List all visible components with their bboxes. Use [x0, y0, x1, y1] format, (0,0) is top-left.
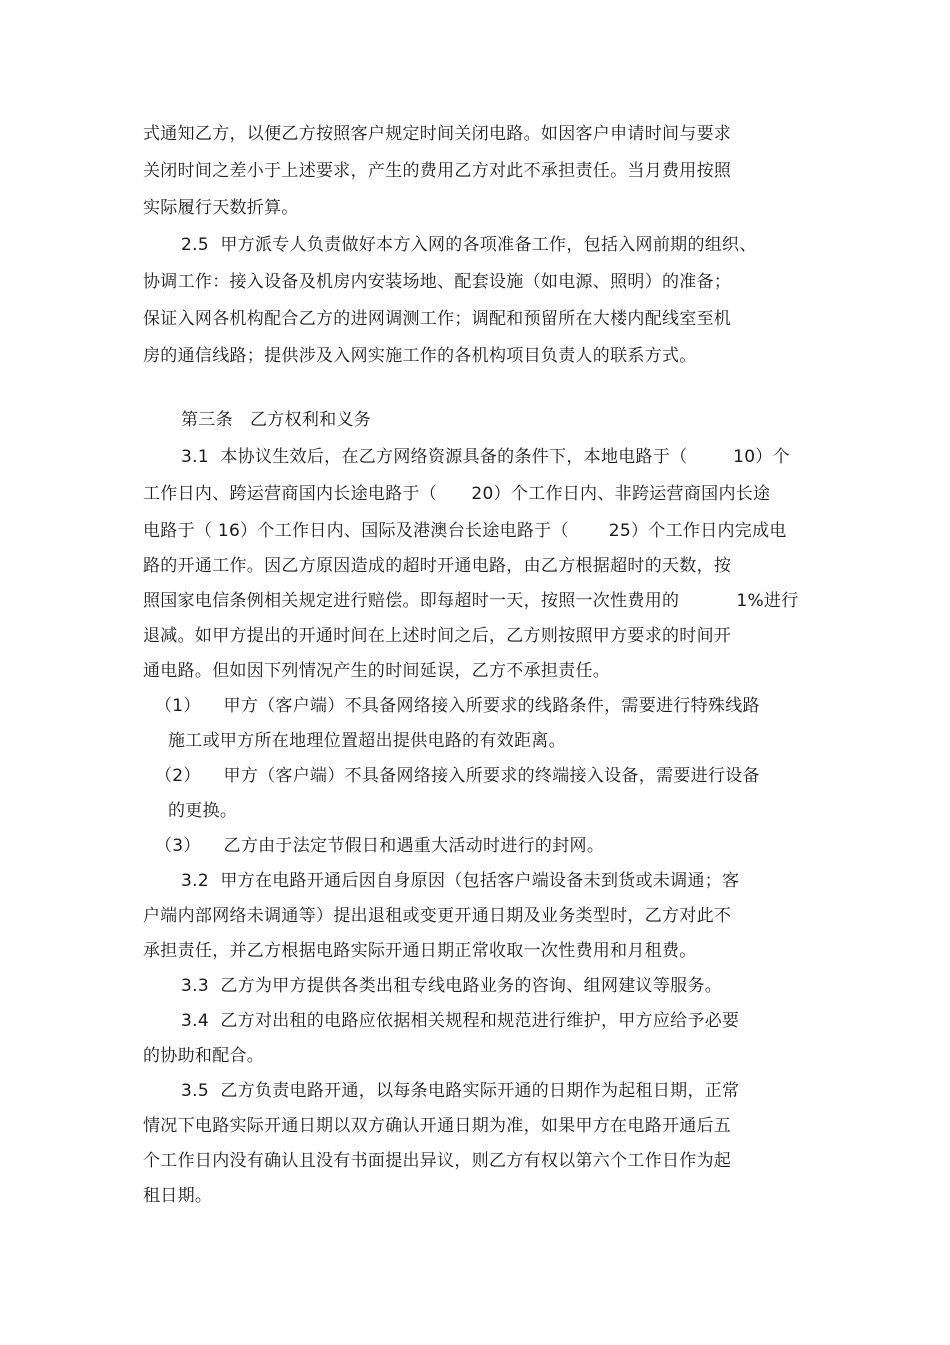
text-line: 3.1 本协议生效后，在乙方网络资源具备的条件下，本地电路于（ 10）个: [181, 447, 790, 467]
text-line: 路的开通工作。因乙方原因造成的超时开通电路，由乙方根据超时的天数，按: [143, 556, 732, 576]
section-heading: 第三条 乙方权利和义务: [181, 410, 372, 430]
text-line: 保证入网各机构配合乙方的进网调测工作；调配和预留所在大楼内配线室至机: [143, 309, 732, 329]
text-line: 工作日内、跨运营商国内长途电路于（ 20）个工作日内、非跨运营商国内长途: [143, 484, 771, 504]
text-line: 照国家电信条例相关规定进行赔偿。即每超时一天，按照一次性费用的 1%进行: [143, 591, 799, 611]
text-line: 式通知乙方，以便乙方按照客户规定时间关闭电路。如因客户申请时间与要求: [143, 124, 732, 144]
text-line: 的更换。: [168, 801, 238, 821]
text-line: 关闭时间之差小于上述要求，产生的费用乙方对此不承担责任。当月费用按照: [143, 161, 732, 181]
text-line: 3.2 甲方在电路开通后因自身原因（包括客户端设备未到货或未调通；客: [181, 871, 740, 891]
text-line: 房的通信线路；提供涉及入网实施工作的各机构项目负责人的联系方式。: [143, 346, 697, 366]
text-line: 的协助和配合。: [143, 1046, 265, 1066]
text-line: 租日期。: [143, 1186, 213, 1206]
list-item: （1） 甲方（客户端）不具备网络接入所要求的线路条件，需要进行特殊线路: [155, 696, 760, 716]
text-line: 情况下电路实际开通日期以双方确认开通日期为准，如果甲方在电路开通后五: [143, 1116, 732, 1136]
text-line: 实际履行天数折算。: [143, 198, 299, 218]
text-line: 3.4 乙方对出租的电路应依据相关规程和规范进行维护，甲方应给予必要: [181, 1011, 740, 1031]
list-item: （2） 甲方（客户端）不具备网络接入所要求的终端接入设备，需要进行设备: [155, 766, 760, 786]
list-item: （3） 乙方由于法定节假日和遇重大活动时进行的封网。: [155, 836, 605, 856]
text-line: 协调工作：接入设备及机房内安装场地、配套设施（如电源、照明）的准备；: [143, 272, 732, 292]
text-line: 户端内部网络未调通等）提出退租或变更开通日期及业务类型时，乙方对此不: [143, 906, 732, 926]
text-line: 退减。如甲方提出的开通时间在上述时间之后，乙方则按照甲方要求的时间开: [143, 626, 732, 646]
text-line: 电路于（ 16）个工作日内、国际及港澳台长途电路于（ 25）个工作日内完成电: [143, 521, 787, 541]
text-line: 承担责任，并乙方根据电路实际开通日期正常收取一次性费用和月租费。: [143, 941, 697, 961]
text-line: 3.3 乙方为甲方提供各类出租专线电路业务的咨询、组网建议等服务。: [181, 976, 723, 996]
text-line: 3.5 乙方负责电路开通，以每条电路实际开通的日期作为起租日期，正常: [181, 1081, 740, 1101]
text-line: 通电路。但如因下列情况产生的时间延误，乙方不承担责任。: [143, 661, 611, 681]
text-line: 2.5 甲方派专人负责做好本方入网的各项准备工作，包括入网前期的组织、: [181, 235, 757, 255]
text-line: 施工或甲方所在地理位置超出提供电路的有效距离。: [168, 731, 566, 751]
text-line: 个工作日内没有确认且没有书面提出异议，则乙方有权以第六个工作日作为起: [143, 1151, 732, 1171]
